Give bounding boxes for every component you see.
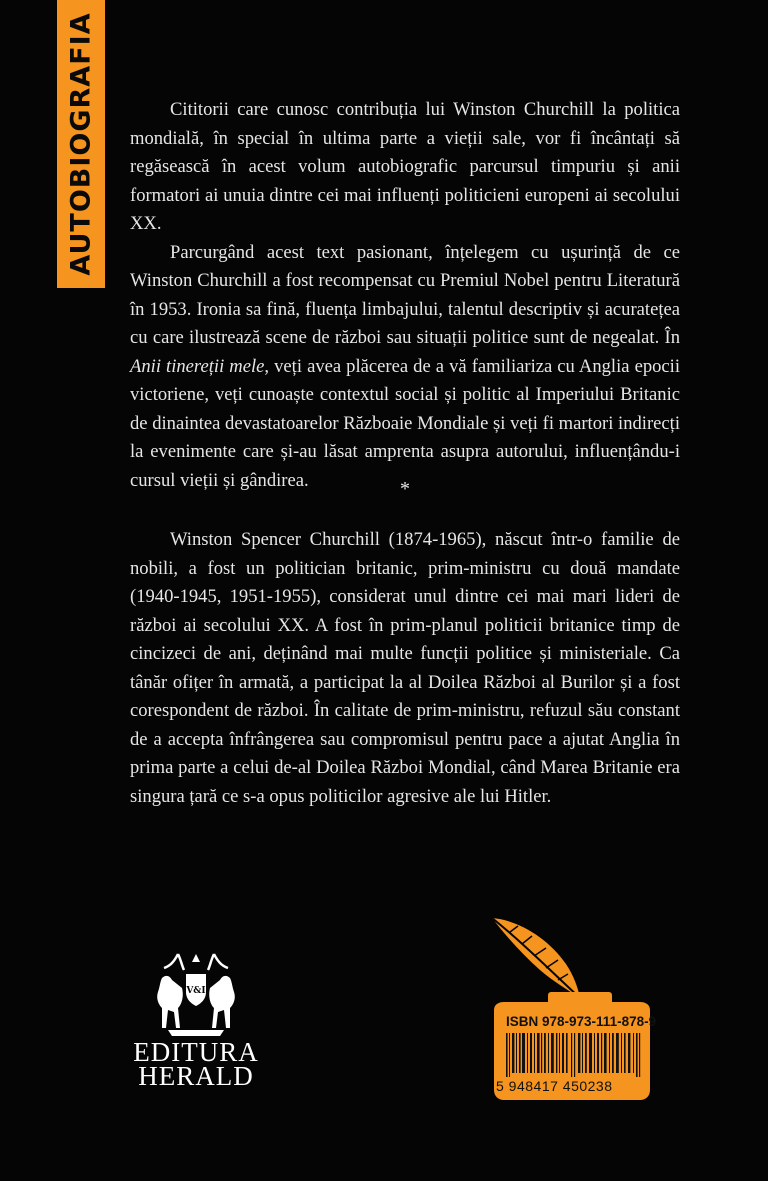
book-blurb xyxy=(130,96,680,495)
barcode-icon xyxy=(504,1033,644,1077)
publisher-name-line-1: EDITURA xyxy=(133,1037,259,1067)
isbn-label: ISBN 978-973-111-878-9 xyxy=(506,1014,657,1029)
publisher-name-line-2: HERALD xyxy=(138,1061,254,1091)
blurb-paragraph-2-start: Parcurgând acest text pasionant, înțelegem cu ușurință de ce Winston Churchill a fost recompensat cu Premiul Nobel pentru Literatură în 1953. Ironia sa fină, fluența limbajului, talentul descriptiv și acuratețea cu care ilustrează scene de război sau situații politice sunt de negealat. În xyxy=(130,241,680,348)
author-bio xyxy=(130,526,680,811)
blurb-paragraph-2 xyxy=(130,239,680,496)
blurb-paragraph-1: Cititorii care cunosc contribuția lui Winston Churchill la politica mondială, în special în ultima parte a vieții sale, vor fi încântați să regăsească în acest volum autobiografic parcursul timpuriu și anii formatori ai unuia dintre cei mai influenți politicieni europeni ai secolului XX. xyxy=(130,99,680,234)
emblem-initials: V&I xyxy=(186,986,206,996)
barcode-number: 5 948417 450238 xyxy=(496,1078,613,1094)
section-separator: * xyxy=(400,478,410,500)
bio-paragraph: Winston Spencer Churchill (1874-1965), născut într-o familie de nobili, a fost un politician britanic, prim-ministru cu două mandate (1940-1945, 1951-1955), considerat unul dintre cei mai mari lideri de război ai secolului XX. A fost în prim-planul politicii britanice timp de cincizeci de ani, deținând mai multe funcții politice și ministeriale. Ca tânăr ofițer în armată, a participat la al Doilea Război al Burilor și a fost corespondent de război. În calitate de prim-ministru, refuzul său constant de a accepta înfrângerea sau compromisul pentru pace a ajutat Anglia în prima parte a celui de-al Doilea Război Mondial, când Marea Britanie era singura țară ce s-a opus politicilor agresive ale lui Hitler. xyxy=(130,529,680,807)
blurb-paragraph-2-end: , veți avea plăcerea de a vă familiariza cu Anglia epocii victoriene, veți cunoaște contextul social și politic al Imperiului Britanic de dinaintea devastatoarelor Războaie Mondiale și veți fi martori indirecți la evenimente care și-au lăsat amprenta asupra autorului, influențându-i cursul vieții și gândirea. xyxy=(130,355,680,491)
publisher-logo xyxy=(128,948,264,1091)
category-label-text: AUTOBIOGRAFIA xyxy=(65,12,97,276)
isbn-barcode-block xyxy=(488,912,658,1102)
book-title-italic: Anii tinereții mele xyxy=(130,355,265,377)
category-label xyxy=(57,0,105,288)
heraldic-deer-emblem-icon xyxy=(148,948,244,1040)
